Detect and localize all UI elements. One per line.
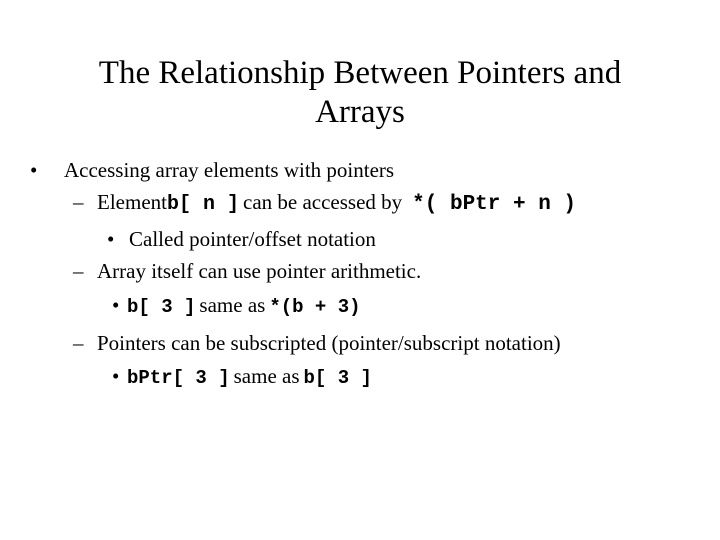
subsubbullet-bptr3-example [112,364,372,389]
dash-icon: – [73,190,84,214]
code-bptr-3: bPtr[ 3 ] [127,367,230,389]
subbullet-text: Array itself can use pointer arithmetic. [97,259,422,283]
subbullet-text: Pointers can be subscripted (pointer/subscript notation) [97,331,561,355]
bullet-icon: • [112,293,120,317]
subbullet-middle: can be accessed by [243,190,403,214]
code-b-n: b[ n ] [166,193,239,216]
bullet-icon: • [30,158,38,182]
title-line-2: Arrays [315,94,405,130]
subbullet-pointer-subscript [73,331,561,356]
subbullet-prefix: Element [97,190,167,214]
dash-icon: – [73,331,84,355]
subsubbullet-offset-notation [107,227,376,252]
slide-title [40,54,680,132]
code-b-3: b[ 3 ] [127,296,196,318]
bullet-icon: • [112,364,120,388]
subbullet-element-access [73,190,576,216]
bullet-text: Accessing array elements with pointers [64,158,395,182]
dash-icon: – [73,259,84,283]
code-b-3-subscript: b[ 3 ] [303,367,372,389]
same-as-text: same as [233,364,300,388]
code-bptr-plus-n: *( bPtr + n ) [412,193,576,216]
subsubbullet-text: Called pointer/offset notation [129,227,376,251]
subsubbullet-b3-example [112,293,361,318]
bullet-icon: • [107,227,115,251]
code-deref-b-plus-3: *(b + 3) [269,296,361,318]
bullet-accessing-elements [30,158,394,183]
subbullet-array-arithmetic [73,259,421,284]
title-line-1: The Relationship Between Pointers and [98,55,622,91]
same-as-text: same as [199,293,266,317]
